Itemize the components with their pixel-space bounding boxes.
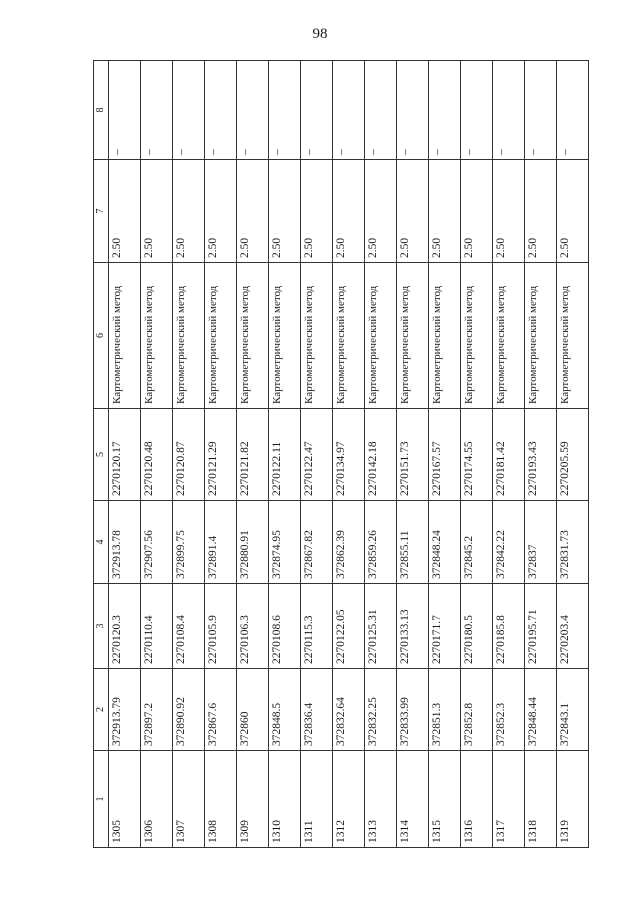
table-cell: 2270105.9 [205,584,237,669]
table-cell: 1312 [333,751,365,848]
table-cell: 372843.1 [557,669,589,751]
table-cell: 2.50 [205,160,237,263]
table-cell: 2270205.59 [557,409,589,501]
table-cell: 372848.24 [429,501,461,584]
table-cell: Картометрический метод [109,263,141,409]
table-cell: 372913.78 [109,501,141,584]
table-cell: 2270174.55 [461,409,493,501]
table-cell: – [173,61,205,160]
table-cell: 2270120.3 [109,584,141,669]
table-cell: – [333,61,365,160]
table-cell: 2.50 [333,160,365,263]
table-row [109,61,141,848]
table-cell: 2.50 [493,160,525,263]
table-cell: Картометрический метод [141,263,173,409]
table-cell: 2270203.4 [557,584,589,669]
table-cell: 372852.8 [461,669,493,751]
table-cell: Картометрический метод [333,263,365,409]
table-cell: 1308 [205,751,237,848]
table-cell: 372852.3 [493,669,525,751]
table-cell: 2270108.4 [173,584,205,669]
rotated-table-container [93,61,589,848]
table-row [205,61,237,848]
table-cell: 1311 [301,751,333,848]
column-header: 8 [94,61,109,160]
table-cell: 2270151.73 [397,409,429,501]
table-cell: Картометрический метод [365,263,397,409]
table-cell: 2270125.31 [365,584,397,669]
table-row [525,61,557,848]
table-cell: 2270134.97 [333,409,365,501]
table-cell: – [109,61,141,160]
table-cell: – [301,61,333,160]
table-cell: 2270133.13 [397,584,429,669]
table-cell: 2270120.48 [141,409,173,501]
table-cell: 372831.73 [557,501,589,584]
table-cell: 1314 [397,751,429,848]
table-cell: 2270120.87 [173,409,205,501]
table-cell: 2.50 [365,160,397,263]
table-cell: 372859.26 [365,501,397,584]
table-cell: 2270193.43 [525,409,557,501]
table-cell: Картометрический метод [557,263,589,409]
table-row [333,61,365,848]
table-row [173,61,205,848]
table-cell: 2270121.82 [237,409,269,501]
table-cell: 372837 [525,501,557,584]
table-cell: – [397,61,429,160]
table-cell: – [205,61,237,160]
table-cell: 372833.99 [397,669,429,751]
table-cell: 372867.6 [205,669,237,751]
table-cell: 372867.82 [301,501,333,584]
table-cell: – [141,61,173,160]
table-cell: 1306 [141,751,173,848]
table-cell: 372836.4 [301,669,333,751]
table-cell: 372842.22 [493,501,525,584]
table-cell: 2270142.18 [365,409,397,501]
table-cell: 1305 [109,751,141,848]
table-cell: 2270181.42 [493,409,525,501]
table-cell: – [461,61,493,160]
table-row [237,61,269,848]
table-row [141,61,173,848]
table-cell: 2270122.05 [333,584,365,669]
table-cell: – [237,61,269,160]
table-cell: Картометрический метод [173,263,205,409]
table-row [461,61,493,848]
table-cell: Картометрический метод [205,263,237,409]
table-cell: Картометрический метод [461,263,493,409]
table-cell: – [429,61,461,160]
table-cell: – [493,61,525,160]
column-header: 6 [94,263,109,409]
table-cell: 2.50 [301,160,333,263]
table-cell: 2.50 [109,160,141,263]
table-cell: 2270195.71 [525,584,557,669]
header-row [94,61,109,848]
table-cell: 2270108.6 [269,584,301,669]
table-cell: 2.50 [557,160,589,263]
table-cell: 372862.39 [333,501,365,584]
table-cell: Картометрический метод [397,263,429,409]
column-header: 7 [94,160,109,263]
table-cell: 1318 [525,751,557,848]
table-cell: – [525,61,557,160]
table-cell: 372848.5 [269,669,301,751]
table-cell: 1310 [269,751,301,848]
table-cell: 372874.95 [269,501,301,584]
table-cell: 372860 [237,669,269,751]
table-row [397,61,429,848]
table-cell: 2270122.11 [269,409,301,501]
table-cell: 372897.2 [141,669,173,751]
table-cell: Картометрический метод [493,263,525,409]
table-cell: 2270115.3 [301,584,333,669]
table-cell: 1316 [461,751,493,848]
table-cell: 372851.3 [429,669,461,751]
table-cell: 372913.79 [109,669,141,751]
table-cell: 2.50 [429,160,461,263]
table-cell: – [269,61,301,160]
column-header: 3 [94,584,109,669]
column-header: 4 [94,501,109,584]
table-row [269,61,301,848]
table-cell: 372891.4 [205,501,237,584]
table-row [493,61,525,848]
table-cell: 1307 [173,751,205,848]
table-cell: 372899.75 [173,501,205,584]
page-number: 98 [312,26,328,42]
table-cell: 2270110.4 [141,584,173,669]
table-cell: 2.50 [173,160,205,263]
coordinates-table [93,60,589,848]
table-cell: 2.50 [141,160,173,263]
table-cell: 2270171.7 [429,584,461,669]
table-cell: 2.50 [525,160,557,263]
table-cell: 2.50 [269,160,301,263]
column-header: 1 [94,751,109,848]
table-cell: Картометрический метод [237,263,269,409]
table-cell: Картометрический метод [301,263,333,409]
table-cell: 372845.2 [461,501,493,584]
table-cell: 2270180.5 [461,584,493,669]
table-cell: Картометрический метод [429,263,461,409]
table-cell: 372880.91 [237,501,269,584]
table-cell: 372855.11 [397,501,429,584]
table-cell: 2270185.8 [493,584,525,669]
table-cell: 1313 [365,751,397,848]
table-cell: 2.50 [237,160,269,263]
table-cell: 1315 [429,751,461,848]
table-row [557,61,589,848]
table-cell: 372832.64 [333,669,365,751]
table-cell: 2270121.29 [205,409,237,501]
column-header: 5 [94,409,109,501]
table-cell: – [365,61,397,160]
table-cell: Картометрический метод [525,263,557,409]
table-cell: 1309 [237,751,269,848]
table-cell: 372848.44 [525,669,557,751]
table-cell: 372890.92 [173,669,205,751]
column-header: 2 [94,669,109,751]
table-cell: 2.50 [397,160,429,263]
table-cell: 2270167.57 [429,409,461,501]
table-cell: 2.50 [461,160,493,263]
table-cell: 2270122.47 [301,409,333,501]
table-cell: 2270120.17 [109,409,141,501]
table-cell: 1319 [557,751,589,848]
table-cell: – [557,61,589,160]
table-cell: Картометрический метод [269,263,301,409]
table-cell: 2270106.3 [237,584,269,669]
table-row [365,61,397,848]
table-row [301,61,333,848]
table-cell: 1317 [493,751,525,848]
table-cell: 372907.56 [141,501,173,584]
table-body [109,61,589,848]
table-row [429,61,461,848]
table-cell: 372832.25 [365,669,397,751]
